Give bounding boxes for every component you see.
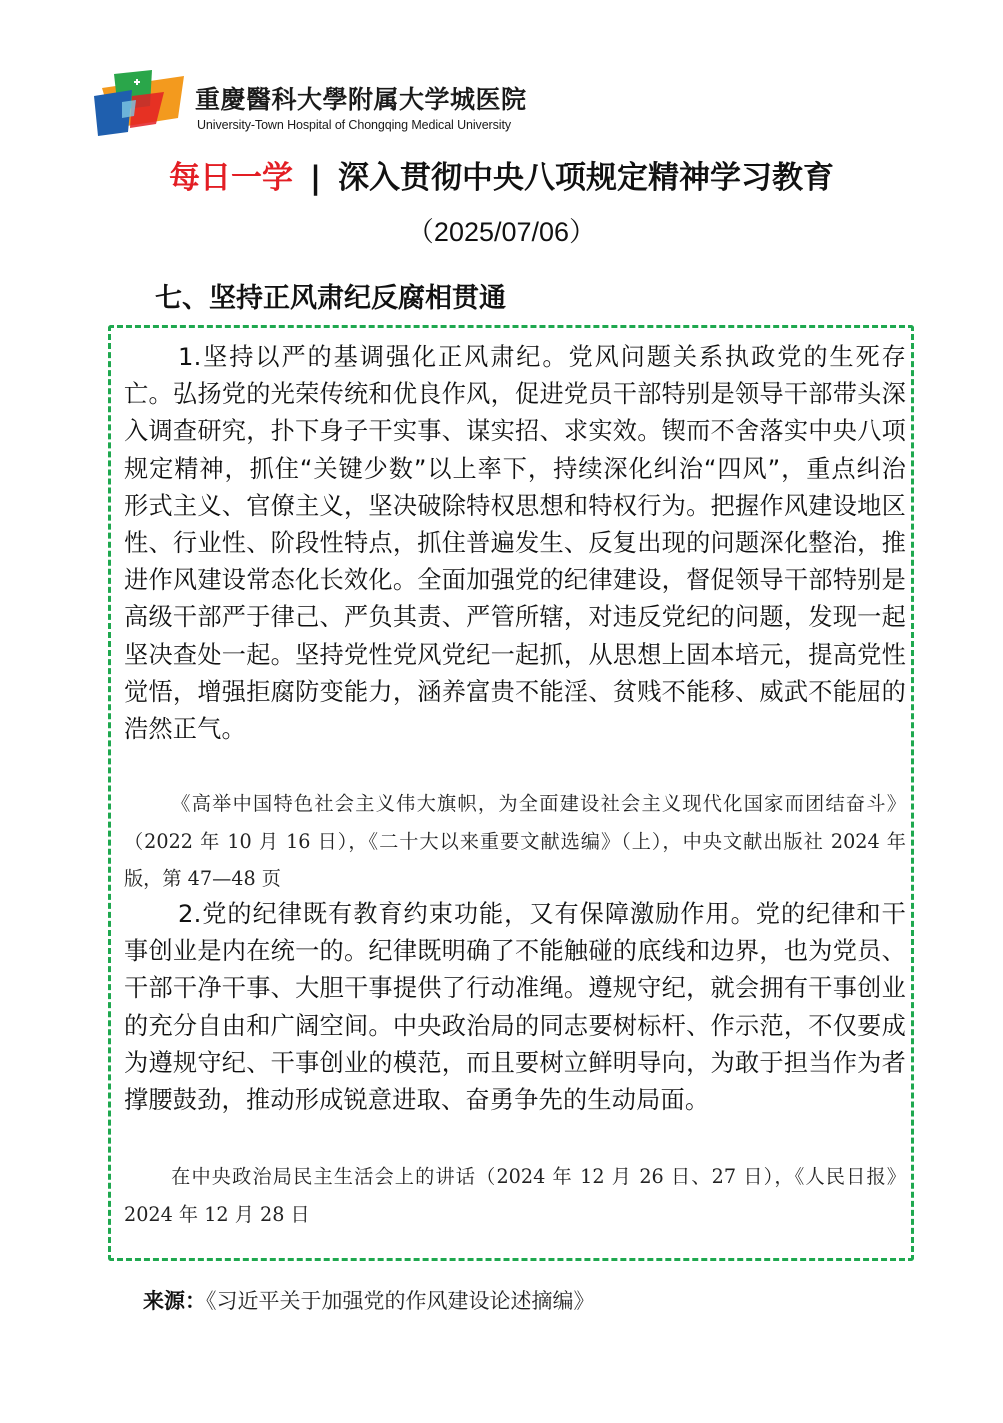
paragraph-2	[124, 896, 906, 1119]
source-line	[143, 1285, 595, 1315]
citation-2	[124, 1158, 906, 1233]
title-prefix: 每日一学	[169, 160, 294, 196]
section-heading: 七、坚持正风肃纪反腐相贯通	[155, 283, 506, 314]
hospital-name-cn: 重慶醫科大學附属大学城医院	[195, 85, 527, 114]
hospital-logo-icon	[92, 66, 188, 136]
title-main: 深入贯彻中央八项规定精神学习教育	[337, 160, 834, 196]
paragraph-1	[124, 339, 906, 748]
page-title	[0, 152, 1003, 197]
paragraph-1-text: 1.坚持以严的基调强化正风肃纪。党风问题关系执政党的生死存亡。弘扬党的光荣传统和优良作风，促进党员干部特别是领导干部带头深入调查研究，扑下身子干实事、谋实招、求实效。锲而不舍落实中央八项规定精神，抓住“关键少数”以上率下，持续深化纠治“四风”，重点纠治形式主义、官僚主义，坚决破除特权思想和特权行为。把握作风建设地区性、行业性、阶段性特点，抓住普遍发生、反复出现的问题深化整治，推进作风建设常态化长效化。全面加强党的纪律建设，督促领导干部特别是高级干部严于律己、严负其责、严管所辖，对违反党纪的问题，发现一起坚决查处一起。坚持党性党风党纪一起抓，从思想上固本培元，提高党性觉悟，增强拒腐防变能力，涵养富贵不能淫、贫贱不能移、威武不能屈的浩然正气。	[124, 343, 906, 744]
source-value: 《习近平关于加强党的作风建设论述摘编》	[206, 1289, 595, 1313]
paragraph-2-text: 2.党的纪律既有教育约束功能，又有保障激励作用。党的纪律和干事创业是内在统一的。纪律既明确了不能触碰的底线和边界，也为党员、干部干净干事、大胆干事提供了行动准绳。遵规守纪，就会拥有干事创业的充分自由和广阔空间。中央政治局的同志要树标杆、作示范，不仅要成为遵规守纪、干事创业的模范，而且要树立鲜明导向，为敢于担当作为者撑腰鼓劲，推动形成锐意进取、奋勇争先的生动局面。	[124, 900, 906, 1115]
page-date: （2025/07/06）	[406, 217, 597, 247]
citation-1-text: 《高举中国特色社会主义伟大旗帜，为全面建设社会主义现代化国家而团结奋斗》（2022 年 10 月 16 日），《二十大以来重要文献选编》（上），中央文献出版社 2024 年版，第 47—48 页	[124, 792, 906, 890]
citation-2-text: 在中央政治局民主生活会上的讲话（2024 年 12 月 26 日、27 日），《人民日报》2024 年 12 月 28 日	[124, 1165, 906, 1226]
hospital-header	[92, 66, 527, 138]
title-separator: |	[309, 160, 322, 196]
citation-1	[124, 785, 906, 898]
hospital-name-en: University-Town Hospital of Chongqing Medical University	[197, 118, 511, 132]
source-label: 来源：	[143, 1289, 206, 1313]
